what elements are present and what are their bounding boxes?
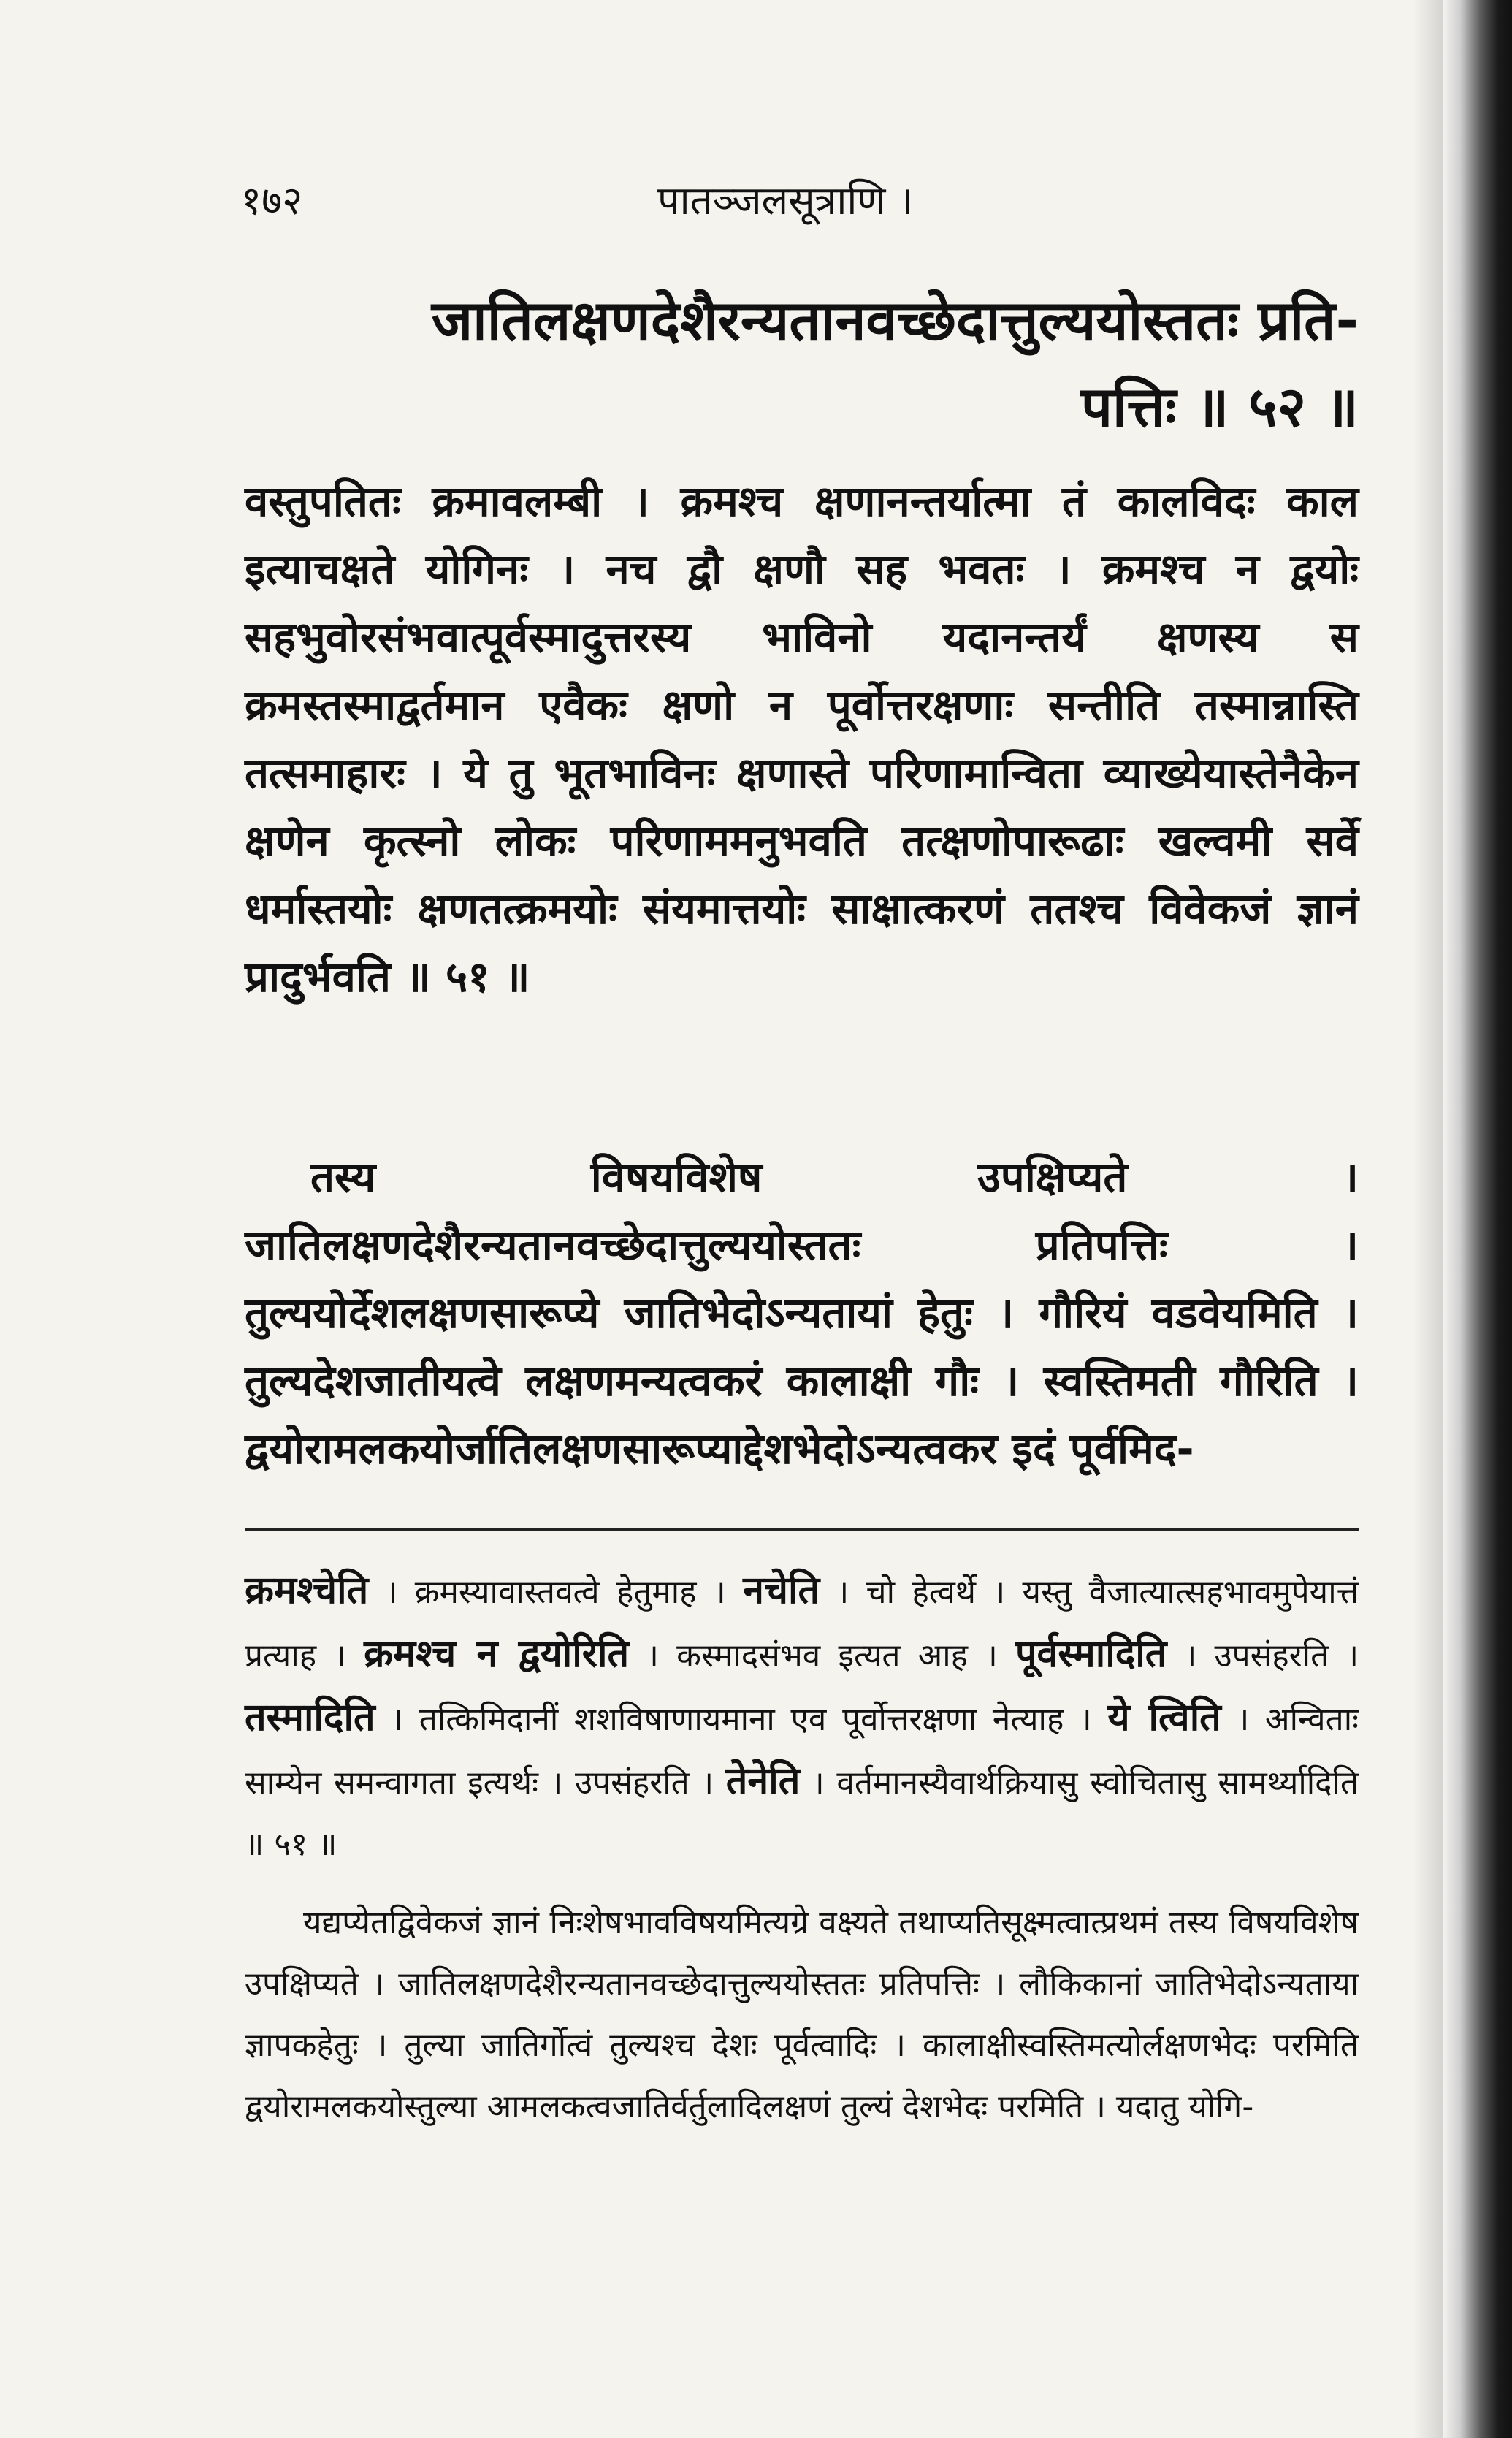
commentary-text-2: तस्य विषयविशेष उपक्षिप्यते । जातिलक्षणदेशैरन्यतानवच्छेदात्तुल्ययोस्ततः प्रतिपत्तिः । तुल्ययोर्देशलक्षणसारूप्ये जातिभेदोऽन्यतायां हेतुः । गौरियं वडवेयमिति । तुल्यदेशजातीयत्वे लक्षणमन्यत्वकरं कालाक्षी गौः । स्वस्तिमती गौरिति । द्वयोरामलकयोर्जातिलक्षणसारूप्याद्देशभेदोऽन्यत्वकर इदं पूर्वमिद- — [245, 1152, 1359, 1474]
gloss-text: । कस्मादसंभव इत्यत आह । — [629, 1637, 1015, 1675]
gloss-text: । उपसंहरति । — [1167, 1637, 1359, 1675]
gloss-text: । क्रमस्यावास्तवत्वे हेतुमाह । — [368, 1574, 744, 1611]
page-number: १७२ — [241, 178, 303, 224]
sutra-line-1: जातिलक्षणदेशैरन्यतानवच्छेदात्तुल्ययोस्ततः प्रति- — [431, 288, 1359, 353]
lemma-text: पूर्वस्मादिति — [1015, 1632, 1167, 1676]
gloss-text: । चो हेत्वर्थे । यस्तु वैजात्यात्सहभावमुपेयात्तं प्रत्याह । — [245, 1574, 1359, 1675]
commentary-text-1: वस्तुपतितः क्रमावलम्बी । क्रमश्च क्षणानन्तर्यात्मा तं कालविदः काल इत्याचक्षते योगिनः । नच द्वौ क्षणौ सह भवतः । क्रमश्च न द्वयोः सहभुवोरसंभवात्पूर्वस्मादुत्तरस्य भाविनो यदानन्तर्यं क्षणस्य स क्रमस्तस्माद्वर्तमान एवैकः क्षणो न पूर्वोत्तरक्षणाः सन्तीति तस्मान्नास्ति तत्समाहारः । ये तु भूतभाविनः क्षणास्ते परिणामान्विता व्याख्येयास्तेनैकेन क्षणेन कृत्स्नो लोकः परिणाममनुभवति तत्क्षणोपारूढाः खल्वमी सर्वे धर्मास्तयोः क्षणतत्क्रमयोः संयमात्तयोः साक्षात्करणं ततश्च विवेकजं ज्ञानं प्रादुर्भवति ॥ ५१ ॥ — [245, 476, 1359, 1002]
gloss-text: । तत्किमिदानीं शशविषाणायमाना एव पूर्वोत्तरक्षणा नेत्याह । — [375, 1701, 1108, 1738]
scan-edge-shadow — [1443, 0, 1512, 2438]
lemma-text: तस्मादिति — [245, 1696, 375, 1740]
commentary-paragraph-2 — [245, 1143, 1359, 1483]
subcommentary-paragraph-1 — [245, 1560, 1359, 1875]
sutra-heading — [248, 278, 1359, 450]
footnote-divider — [245, 1528, 1359, 1531]
sutra-line-2: पत्तिः ॥ ५२ ॥ — [1080, 374, 1359, 439]
gloss-text: । अन्विताः साम्येन समन्वागता इत्यर्थः । उपसंहरति । — [245, 1701, 1359, 1802]
lemma-text: ये त्विति — [1107, 1696, 1221, 1740]
subcommentary-paragraph-2 — [245, 1892, 1359, 2138]
lemma-text: नचेति — [743, 1569, 820, 1612]
gloss-text: । वर्तमानस्यैवार्थक्रियासु स्वोचितासु सामर्थ्यादिति ॥ ५१ ॥ — [245, 1764, 1359, 1863]
running-title: पातञ्जलसूत्राणि । — [657, 178, 914, 224]
subcommentary-text-2: यद्यप्येतद्विवेकजं ज्ञानं निःशेषभावविषयमित्यग्रे वक्ष्यते तथाप्यतिसूक्ष्मत्वात्प्रथमं तस्य विषयविशेष उपक्षिप्यते । जातिलक्षणदेशैरन्यतानवच्छेदात्तुल्ययोस्ततः प्रतिपत्तिः । लौकिकानां जातिभेदोऽन्यताया ज्ञापकहेतुः । तुल्या जातिर्गोत्वं तुल्यश्च देशः पूर्वत्वादिः । कालाक्षीस्वस्तिमत्योर्लक्षणभेदः परमिति द्वयोरामलकयोस्तुल्या आमलकत्वजातिर्वर्तुलादिलक्षणं तुल्यं देशभेदः परमिति । यदातु योगि- — [245, 1904, 1359, 2125]
lemma-text: क्रमश्चेति — [245, 1569, 369, 1612]
lemma-text: तेनेति — [725, 1759, 801, 1803]
running-head — [219, 175, 1388, 226]
lemma-text: क्रमश्च न द्वयोरिति — [364, 1632, 630, 1676]
subcommentary-text-1 — [245, 1560, 1359, 1875]
commentary-paragraph-1 — [245, 468, 1359, 1011]
